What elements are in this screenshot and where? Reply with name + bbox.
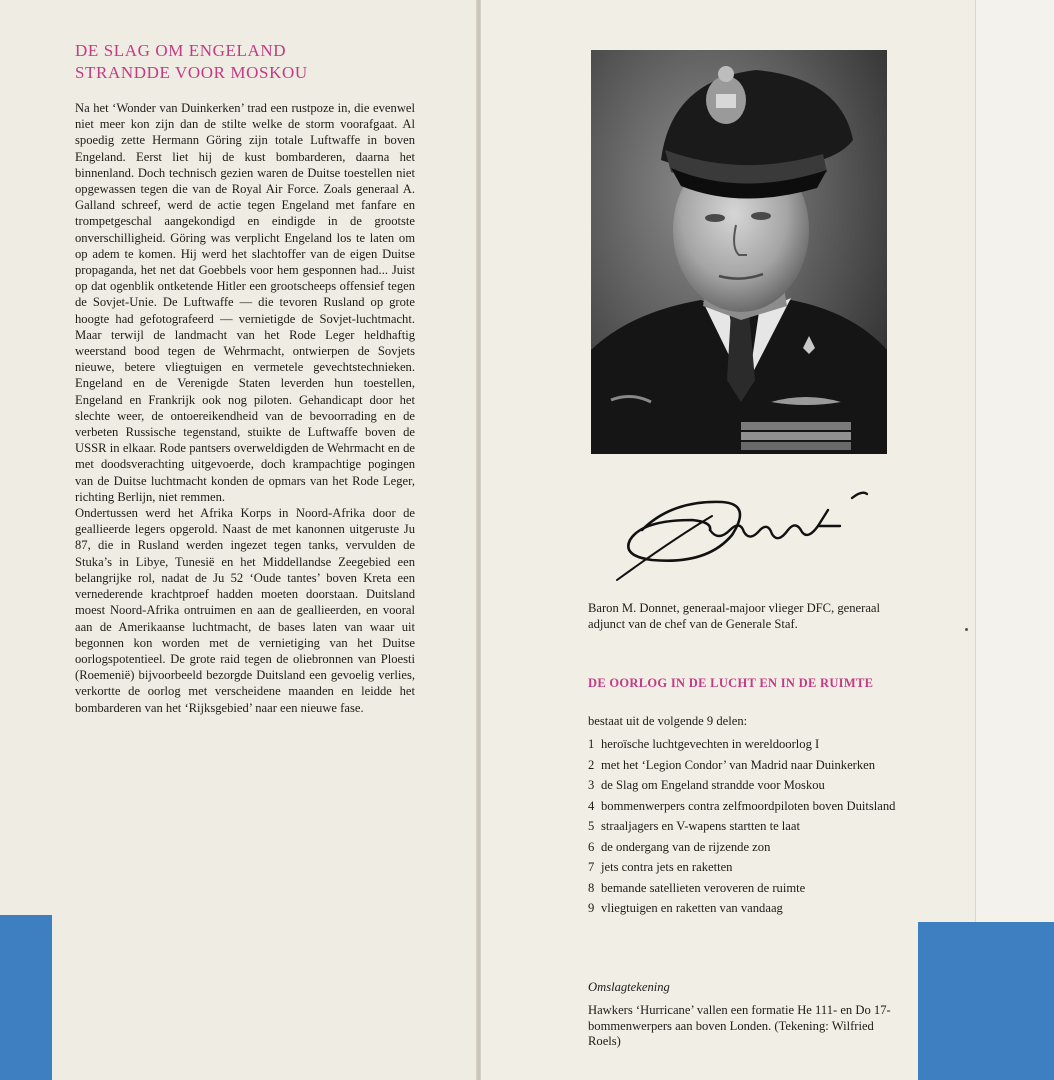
volume-number: 3 [588, 778, 595, 792]
list-item [588, 860, 908, 876]
blue-cover-strip-right [918, 922, 1054, 1080]
list-item [588, 819, 908, 835]
series-title: DE OORLOG IN DE LUCHT EN IN DE RUIMTE [588, 676, 874, 690]
blue-cover-strip-left [0, 915, 52, 1080]
list-item [588, 881, 908, 897]
volume-number: 7 [588, 860, 595, 874]
volume-title: heroïsche luchtgevechten in wereldoorlog I [601, 737, 820, 751]
portrait-illustration [591, 50, 887, 454]
volume-title: de Slag om Engeland strandde voor Moskou [601, 778, 825, 792]
chapter-heading: DE SLAG OM ENGELAND STRANDDE VOOR MOSKOU [75, 41, 308, 82]
cover-flap-edge [975, 0, 1054, 1080]
volume-number: 8 [588, 880, 595, 895]
handwritten-signature [612, 480, 882, 590]
list-item [588, 737, 908, 753]
photo-caption: Baron M. Donnet, generaal-majoor vlieger DFC, generaal adjunct van de chef van de Generale Staf. [588, 601, 881, 631]
volume-title: bemande satellieten veroveren de ruimte [601, 880, 806, 895]
volume-title: de ondergang van de rijzende zon [601, 839, 771, 854]
volume-number: 9 [588, 901, 595, 915]
volume-title: bommenwerpers contra zelfmoordpiloten boven Duitsland [601, 798, 896, 813]
list-item [588, 778, 908, 794]
paper-speck [965, 628, 968, 631]
volume-title: jets contra jets en raketten [601, 860, 733, 874]
volume-title: straaljagers en V-wapens startten te laat [601, 819, 800, 833]
volume-title: met het ‘Legion Condor’ van Madrid naar Duinkerken [601, 757, 876, 772]
volume-number: 5 [588, 819, 595, 833]
signature-drawing [612, 480, 882, 590]
volume-list [588, 737, 908, 922]
volume-number: 4 [588, 798, 595, 813]
paragraph-1: Na het ‘Wonder van Duinkerken’ trad een rustpoze in, die evenwel niet meer kon zijn dan de stilte welke de storm voorafgaat. Al spoedig zette Hermann Göring zijn totale Luftwaffe in boven Engeland. Eerst liet hij de kust bombarderen, daarna het binnenland. Doch technisch gezien waren de Duitse toestellen niet opgewassen tegen die van de Royal Air Force. Zoals generaal A. Galland schreef, werd de actie tegen Engeland met fanfare en trompetgeschal aangekondigd en eindigde in de grootste onverschilligheid. Göring was verplicht Engeland los te laten om op adem te komen. Hij werd het slachtoffer van de eigen Duitse propaganda, het net dat Goebbels voor hem gesponnen had... Juist op dat ogenblik ontketende Hitler een grootscheeps offensief tegen de Sovjet-Unie. De Luftwaffe — die tevoren Rusland op grote hoogte had gefotografeerd — vernietigde de Sovjet-luchtmacht. Maar terwijl de landmacht van het Rode Leger heldhaftig weerstand bood tegen de Wehrmacht, ontwierpen de Sovjets nieuwe, betere vliegtuigen en vermetele gevechtstechnieken. Engeland en de Verenigde Staten leverden hun toestellen, Engeland en Frankrijk ook nog piloten. Gehandicapt door het slechte weer, de ontoereikendheid van de bevoorrading en de verbeten Russische tegenstand, stuikte de Luftwaffe boven de USSR in elkaar. Rode pantsers overweldigden de Wehrmacht en de met doodsverachting uitgevoerde, doch krampachtige pogingen van de Duitse luchtmacht konden de opmars van het Rode Leger, richting Berlijn, niet remmen. [75, 101, 415, 504]
paragraph-2: Ondertussen werd het Afrika Korps in Noord-Afrika door de geallieerde legers opgerold. Naast de met kanonnen uitgeruste Ju 87, die in Rusland werden ingezet tegen tanks, vervulden de Stuka’s in Libye, Tunesië en het Middellandse Zeegebied een belangrijke rol, nadat de Ju 52 ‘Oude tantes’ boven Kreta een vernederende krachtproef hadden moeten doorstaan. Duitsland moest Noord-Afrika ontruimen en aan de geallieerden, en vooral aan de Amerikaanse luchtmacht, de bases laten van waar uit begonnen kon worden met de vernietiging van het Duitse oorlogspotentieel. De grote raid tegen de oliebronnen van Ploesti (Roemenië) bijvoorbeeld bezorgde Duitsland een gevoelig verlies, verkortte de oorlog met verscheidene maanden en leidde het bombarderen van het ‘Rijksgebied’ naar een nieuwe fase. [75, 506, 415, 715]
left-body-text [75, 100, 415, 716]
series-intro: bestaat uit de volgende 9 delen: [588, 714, 748, 728]
list-item [588, 799, 908, 815]
volume-number: 6 [588, 839, 595, 854]
volume-title: vliegtuigen en raketten van vandaag [601, 901, 783, 915]
cover-illustration-label: Omslagtekening [588, 980, 670, 994]
volume-number: 1 [588, 737, 595, 751]
portrait-photo [591, 50, 887, 454]
list-item [588, 840, 908, 856]
list-item [588, 901, 908, 917]
list-item [588, 758, 908, 774]
volume-number: 2 [588, 757, 595, 772]
cover-illustration-credit: Hawkers ‘Hurricane’ vallen een formatie He 111- en Do 17-bommenwerpers aan boven Londen. (Tekening: Wilfried Roels) [588, 1003, 891, 1048]
